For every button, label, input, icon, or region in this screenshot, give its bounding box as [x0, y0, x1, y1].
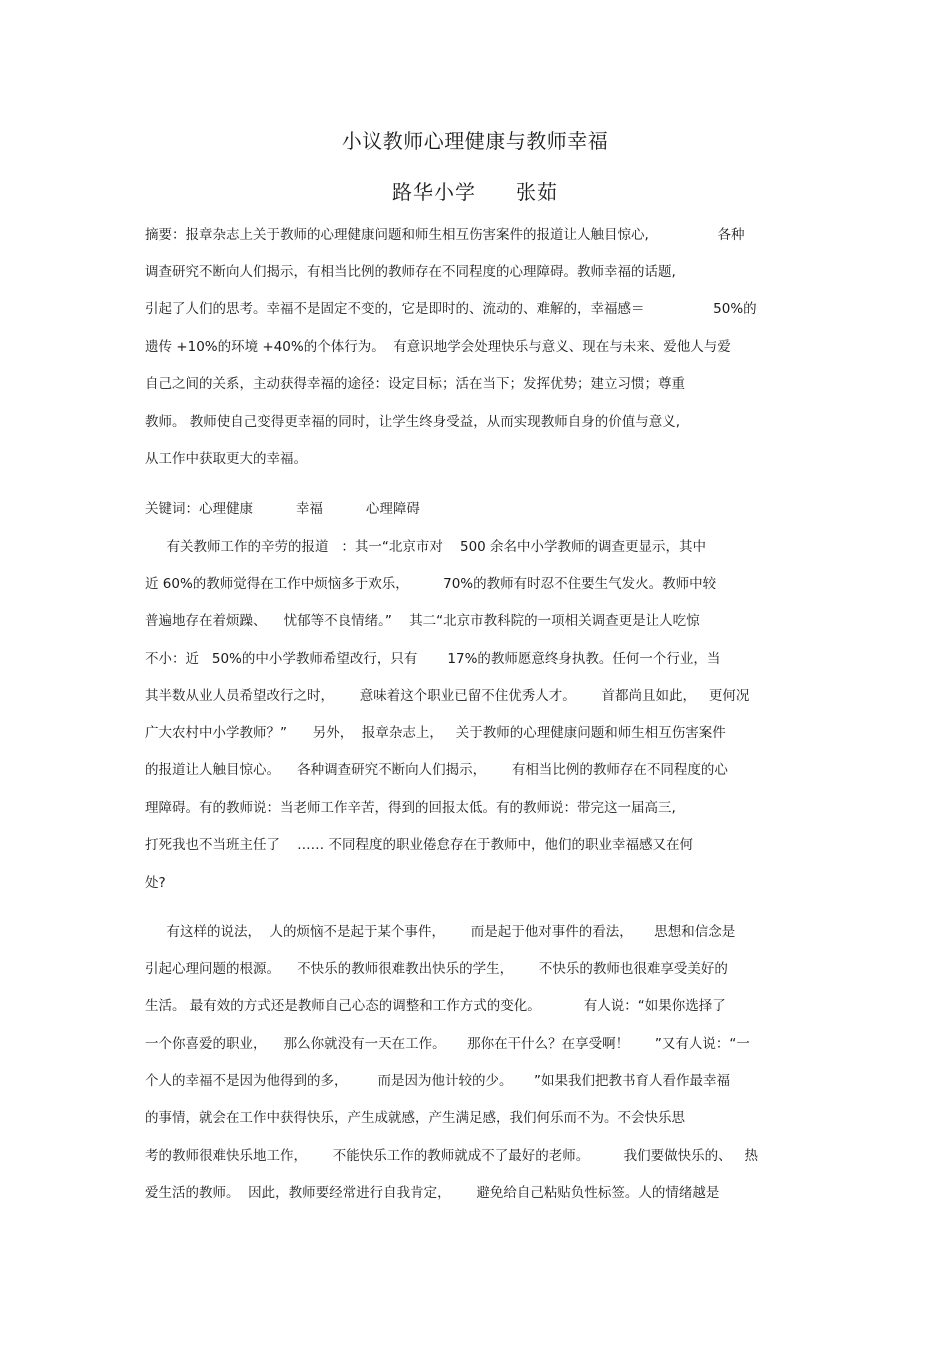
paragraph-line: 普遍地存在着烦躁、 忧郁等不良情绪。” 其二“北京市教科院的一项相关调查更是让人吃惊 — [145, 613, 700, 629]
paragraph-line: 打死我也不当班主任了 …… 不同程度的职业倦怠存在于教师中，他们的职业幸福感又在何 — [145, 837, 693, 853]
paragraph-line: 理障碍。有的教师说：当老师工作辛苦，得到的回报太低。有的教师说：带完这一届高三, — [145, 800, 676, 816]
paragraph-line: 广大农村中小学教师？” 另外， 报章杂志上， 关于教师的心理健康问题和师生相互伤害案件 — [145, 725, 726, 741]
paragraph-line: 一个你喜爱的职业， 那么你就没有一天在工作。 那你在干什么？在享受啊！ ”又有人说：“一 — [145, 1036, 750, 1052]
abstract-line: 引起了人们的思考。幸福不是固定不变的，它是即时的、流动的、难解的，幸福感＝ 50%的 — [145, 301, 757, 317]
paragraph-line: 引起心理问题的根源。 不快乐的教师很难教出快乐的学生， 不快乐的教师也很难享受美好的 — [145, 961, 728, 977]
abstract-line: 自己之间的关系，主动获得幸福的途径：设定目标；活在当下；发挥优势；建立习惯；尊重 — [145, 376, 685, 392]
paragraph-line: 的事情，就会在工作中获得快乐，产生成就感，产生满足感，我们何乐而不为。不会快乐思 — [145, 1110, 685, 1126]
paragraph-line: 处? — [145, 875, 166, 891]
paragraph-line: 生活。 最有效的方式还是教师自己心态的调整和工作方式的变化。 有人说：“如果你选择了 — [145, 998, 726, 1014]
author-name: 张茹 — [516, 180, 558, 204]
abstract-line: 摘要：报章杂志上关于教师的心理健康问题和师生相互伤害案件的报道让人触目惊心, 各种 — [145, 227, 745, 243]
paragraph-line: 爱生活的教师。 因此，教师要经常进行自我肯定， 避免给自己粘贴负性标签。人的情绪越是 — [145, 1185, 720, 1201]
paragraph-line: 其半数从业人员希望改行之时， 意味着这个职业已留不住优秀人才。 首都尚且如此， 更何况 — [145, 688, 750, 704]
paragraph-line: 不小：近 50%的中小学教师希望改行，只有 17%的教师愿意终身执教。任何一个行业，当 — [145, 651, 721, 667]
paragraph-line: 近 60%的教师觉得在工作中烦恼多于欢乐， 70%的教师有时忍不住要生气发火。教师中较 — [145, 576, 717, 592]
paragraph-line: 的报道让人触目惊心。 各种调查研究不断向人们揭示， 有相当比例的教师存在不同程度的心 — [145, 762, 728, 778]
abstract-line: 教师。 教师使自己变得更幸福的同时，让学生终身受益，从而实现教师自身的价值与意义, — [145, 414, 681, 430]
abstract-line: 从工作中获取更大的幸福。 — [145, 451, 307, 467]
paragraph-line: 有这样的说法， 人的烦恼不是起于某个事件， 而是起于他对事件的看法， 思想和信念是 — [145, 924, 736, 940]
paragraph-line: 考的教师很难快乐地工作， 不能快乐工作的教师就成不了最好的老师。 我们要做快乐的、 热 — [145, 1148, 758, 1164]
paragraph-line: 有关教师工作的辛劳的报道 ：其一“北京市对 500 余名中小学教师的调查更显示，其中 — [145, 539, 707, 555]
author-line — [0, 177, 950, 207]
keywords-line: 关键词：心理健康 幸福 心理障碍 — [145, 501, 420, 517]
abstract-line: 遗传 +10%的环境 +40%的个体行为。 有意识地学会处理快乐与意义、现在与未来、爱他人与爱 — [145, 339, 731, 355]
paragraph-line: 个人的幸福不是因为他得到的多， 而是因为他计较的少。 ”如果我们把教书育人看作最幸福 — [145, 1073, 730, 1089]
author-school: 路华小学 — [392, 180, 476, 204]
document-title: 小议教师心理健康与教师幸福 — [341, 129, 609, 153]
abstract-line: 调查研究不断向人们揭示，有相当比例的教师存在不同程度的心理障碍。教师幸福的话题, — [145, 264, 676, 280]
